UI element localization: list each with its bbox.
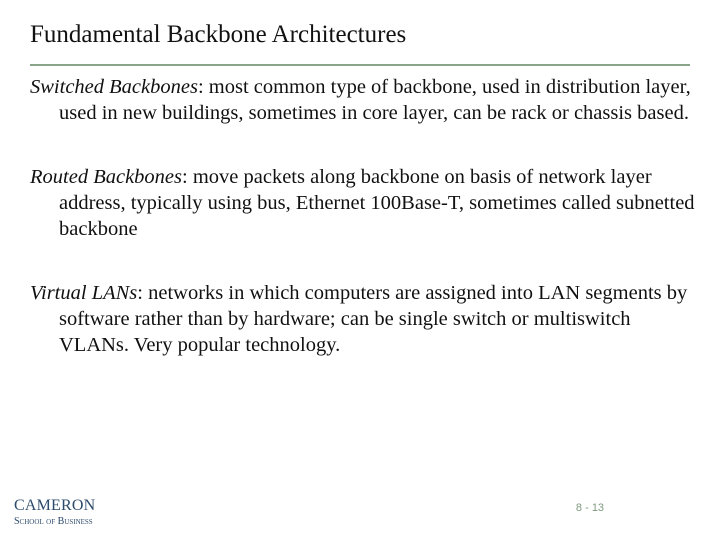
bullet-text: move packets along backbone on basis of network layer address, typically using bus, Ethernet 100Base-T, sometimes called subnetted backbone (59, 166, 695, 240)
bullet-routed-backbones (30, 164, 700, 242)
bullet-virtual-lans (30, 280, 700, 358)
bullet-text: networks in which computers are assigned into LAN segments by software rather than by hardware; can be single switch or multiswitch VLANs. Very popular technology. (59, 282, 688, 356)
bullet-text: most common type of backbone, used in distribution layer, used in new buildings, sometimes in core layer, can be rack or chassis based. (59, 76, 691, 124)
slide-title: Fundamental Backbone Architectures (30, 21, 407, 48)
bullet-list (30, 74, 700, 396)
bullet-switched-backbones (30, 74, 700, 126)
brand-subtitle: School of Business (14, 516, 93, 527)
bullet-term: Virtual LANs (30, 282, 138, 304)
cameron-logo (14, 498, 144, 532)
title-divider (30, 64, 690, 66)
bullet-separator: : (137, 282, 149, 304)
page-number: 8 - 13 (575, 502, 605, 514)
bullet-separator: : (182, 166, 193, 188)
bullet-term: Switched Backbones (30, 76, 198, 98)
bullet-term: Routed Backbones (30, 166, 182, 188)
bullet-separator: : (197, 76, 209, 98)
brand-name: CAMERON (14, 497, 96, 514)
